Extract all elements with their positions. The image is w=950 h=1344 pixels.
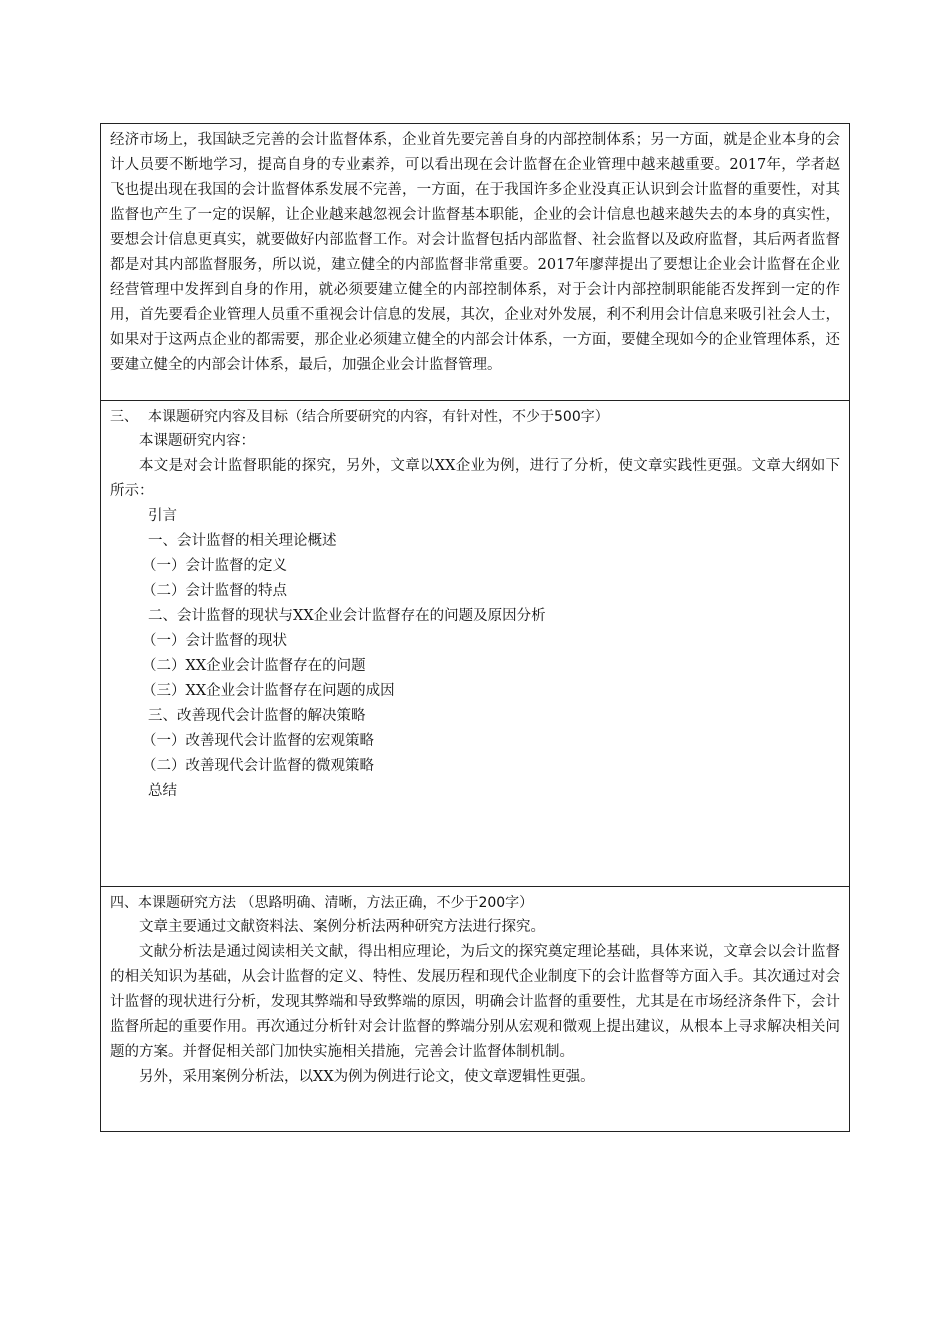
research-content-cell xyxy=(101,401,850,887)
research-content-intro: 本文是对会计监督职能的探究，另外，文章以XX企业为例，进行了分析，使文章实践性更强。文章大纲如下所示： xyxy=(110,458,840,499)
outline-item: 引言 xyxy=(148,508,177,524)
outline-item: （一）改善现代会计监督的宏观策略 xyxy=(142,733,374,749)
literature-review-cell xyxy=(101,124,850,401)
outline-item: （二）改善现代会计监督的微观策略 xyxy=(142,758,374,774)
outline-item: 三、改善现代会计监督的解决策略 xyxy=(148,708,366,724)
outline-item: （二）XX企业会计监督存在的问题 xyxy=(142,658,366,674)
research-content-label: 本课题研究内容： xyxy=(139,433,255,449)
outline-item: 二、会计监督的现状与XX企业会计监督存在的问题及原因分析 xyxy=(148,608,546,624)
outline-item: （二）会计监督的特点 xyxy=(142,583,287,599)
section3-number: 三、 xyxy=(110,409,138,425)
outline-item: （三）XX企业会计监督存在问题的成因 xyxy=(142,683,395,699)
outline-item: （一）会计监督的现状 xyxy=(142,633,287,649)
outline-item: 一、会计监督的相关理论概述 xyxy=(148,533,337,549)
proposal-form-table xyxy=(100,123,850,1132)
section3-heading xyxy=(110,405,840,429)
method-paragraph: 另外，采用案例分析法，以XX为例为例进行论文，使文章逻辑性更强。 xyxy=(139,1069,595,1085)
outline-item: （一）会计监督的定义 xyxy=(142,558,287,574)
method-paragraph: 文献分析法是通过阅读相关文献，得出相应理论，为后文的探究奠定理论基础，具体来说，文章会以会计监督的相关知识为基础，从会计监督的定义、特性、发展历程和现代企业制度下的会计监督等方面入手。其次通过对会计监督的现状进行分析，发现其弊端和导致弊端的原因，明确会计监督的重要性，尤其是在市场经济条件下，会计监督所起的重要作用。再次通过分析针对会计监督的弊端分别从宏观和微观上提出建议，从根本上寻求解决相关问题的方案。并督促相关部门加快实施相关措施，完善会计监督体制机制。 xyxy=(110,944,840,1060)
section4-heading: 四、本课题研究方法 （思路明确、清晰，方法正确，不少于200字） xyxy=(110,895,534,911)
literature-review-text: 经济市场上，我国缺乏完善的会计监督体系，企业首先要完善自身的内部控制体系；另一方面，就是企业本身的会计人员要不断地学习，提高自身的专业素养，可以看出现在会计监督在企业管理中越来越重要。2017年，学者赵飞也提出现在我国的会计监督体系发展不完善，一方面，在于我国许多企业没真正认识到会计监督的重要性，对其监督也产生了一定的误解，让企业越来越忽视会计监督基本职能，企业的会计信息也越来越失去的本身的真实性，要想会计信息更真实，就要做好内部监督工作。对会计监督包括内部监督、社会监督以及政府监督，其后两者监督都是对其内部监督服务，所以说，建立健全的内部监督非常重要。2017年廖萍提出了要想让企业会计监督在企业经营管理中发挥到自身的作用，就必须要建立健全的内部控制体系，对于会计内部控制职能能否发挥到一定的作用，首先要看企业管理人员重不重视会计信息的发展，其次，企业对外发展，利不利用会计信息来吸引社会人士，如果对于这两点企业的都需要，那企业必须建立健全的内部会计体系，一方面，要健全现如今的企业管理体系，还要建立健全的内部会计体系，最后，加强企业会计监督管理。 xyxy=(110,132,840,373)
research-method-cell xyxy=(101,887,850,1132)
outline-item: 总结 xyxy=(148,783,177,799)
section3-title: 本课题研究内容及目标（结合所要研究的内容，有针对性，不少于500字） xyxy=(148,409,609,425)
method-paragraph: 文章主要通过文献资料法、案例分析法两种研究方法进行探究。 xyxy=(139,919,545,935)
